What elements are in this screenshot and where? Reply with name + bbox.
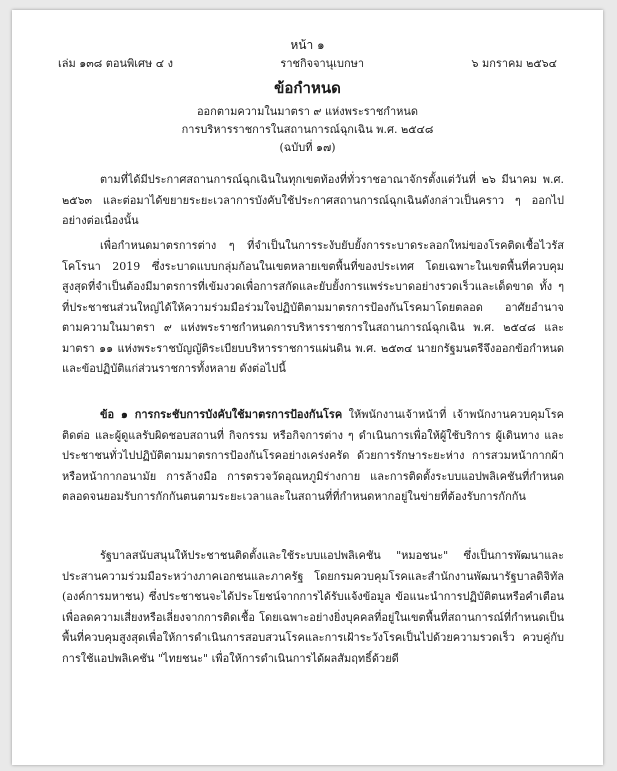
- subtitle-line-3: (ฉบับที่ ๑๗): [279, 141, 336, 154]
- document-page: [12, 10, 603, 765]
- page-number: หน้า ๑: [290, 38, 325, 52]
- subtitle-line-1: ออกตามความในมาตรา ๙ แห่งพระราชกำหนด: [196, 105, 419, 118]
- gazette-header: [58, 54, 557, 72]
- clause-1-heading: ข้อ ๑ การกระชับการบังคับใช้มาตรการป้องกันโรค: [100, 408, 343, 421]
- subtitle-line-2: การบริหารราชการในสถานการณ์ฉุกเฉิน พ.ศ. ๒๕๔๘: [181, 123, 434, 136]
- paragraph-preamble: ตามที่ได้มีประกาศสถานการณ์ฉุกเฉินในทุกเขตท้องที่ทั่วราชอาณาจักรตั้งแต่วันที่ ๒๖ มีนาคม พ.ศ. ๒๕๖๓ และต่อมาได้ขยายระยะเวลาการบังคับใช้ประกาศสถานการณ์ฉุกเฉินดังกล่าวเป็นคราว ๆ ออกไปอย่างต่อเนื่องนั้น: [62, 173, 564, 227]
- gazette-name: ราชกิจจานุเบกษา: [280, 57, 365, 70]
- paragraph-authority: เพื่อกำหนดมาตรการต่าง ๆ ที่จำเป็นในการระงับยับยั้งการระบาดระลอกใหม่ของโรคติดเชื้อไวรัสโคโรนา 2019 ซึ่งระบาดแบบกลุ่มก้อนในเขตหลายเขตพื้นที่ของประเทศ โดยเฉพาะในเขตพื้นที่ควบคุมสูงสุดที่จำเป็นต้องมีมาตรการที่เข้มงวดเพื่อการสกัดและยับยั้งการแพร่ระบาดอย่างรวดเร็วและเด็ดขาด ทั้ง ๆ ที่ประชาชนส่วนใหญ่ได้ให้ความร่วมมือร่วมใจปฏิบัติตามมาตรการป้องกันโรคมาโดยตลอด อาศัยอำนาจตามความในมาตรา ๙ แห่งพระราชกำหนดการบริหารราชการในสถานการณ์ฉุกเฉิน พ.ศ. ๒๕๔๘ และมาตรา ๑๑ แห่งพระราชบัญญัติระเบียบบริหารราชการแผ่นดิน พ.ศ. ๒๕๓๔ นายกรัฐมนตรีจึงออกข้อกำหนดและข้อปฏิบัติแก่ส่วนราชการทั้งหลาย ดังต่อไปนี้: [62, 239, 564, 375]
- paragraph-app-support: รัฐบาลสนับสนุนให้ประชาชนติดตั้งและใช้ระบบแอปพลิเคชัน "หมอชนะ" ซึ่งเป็นการพัฒนาและประสานความร่วมมือระหว่างภาคเอกชนและภาครัฐ โดยกรมควบคุมโรคและสำนักงานพัฒนารัฐบาลดิจิทัล (องค์การมหาชน) ซึ่งประชาชนจะได้ประโยชน์จากการได้รับแจ้งข้อมูล ข้อแนะนำการปฏิบัติตนหรือคำเตือนเพื่อลดความเสี่ยงหรือเลี่ยงจากการติดเชื้อ โดยเฉพาะอย่างยิ่งบุคคลที่อยู่ในเขตพื้นที่สถานการณ์ที่กำหนดเป็นพื้นที่ควบคุมสูงสุดเพื่อให้การดำเนินการสอบสวนโรคและการเฝ้าระวังโรคเป็นไปด้วยความรวดเร็ว ควบคู่กับการใช้แอปพลิเคชัน "ไทยชนะ" เพื่อให้การดำเนินการได้ผลสัมฤทธิ์ด้วยดี: [62, 549, 564, 665]
- paragraph-clause-1: [62, 405, 564, 508]
- document-title: ข้อกำหนด: [274, 79, 341, 97]
- publication-date: ๖ มกราคม ๒๕๖๔: [471, 57, 557, 70]
- volume-info: เล่ม ๑๓๘ ตอนพิเศษ ๔ ง: [58, 57, 173, 70]
- clause-1-body: ให้พนักงานเจ้าหน้าที่ เจ้าพนักงานควบคุมโรคติดต่อ และผู้ดูแลรับผิดชอบสถานที่ กิจกรรม หรือกิจการต่าง ๆ ดำเนินการเพื่อให้ผู้ใช้บริการ ผู้เดินทาง และประชาชนทั่วไปปฏิบัติตามมาตรการป้องกันโรคอย่างเคร่งครัด ด้วยการรักษาระยะห่าง การสวมหน้ากากผ้าหรือหน้ากากอนามัย การล้างมือ การตรวจวัดอุณหภูมิร่างกาย และการติดตั้งระบบแอปพลิเคชันที่กำหนด ตลอดจนยอมรับการกักกันตนตามระยะเวลาและในสถานที่ที่กำหนดหากอยู่ในข่ายที่ต้องรับการกักกัน: [62, 408, 564, 503]
